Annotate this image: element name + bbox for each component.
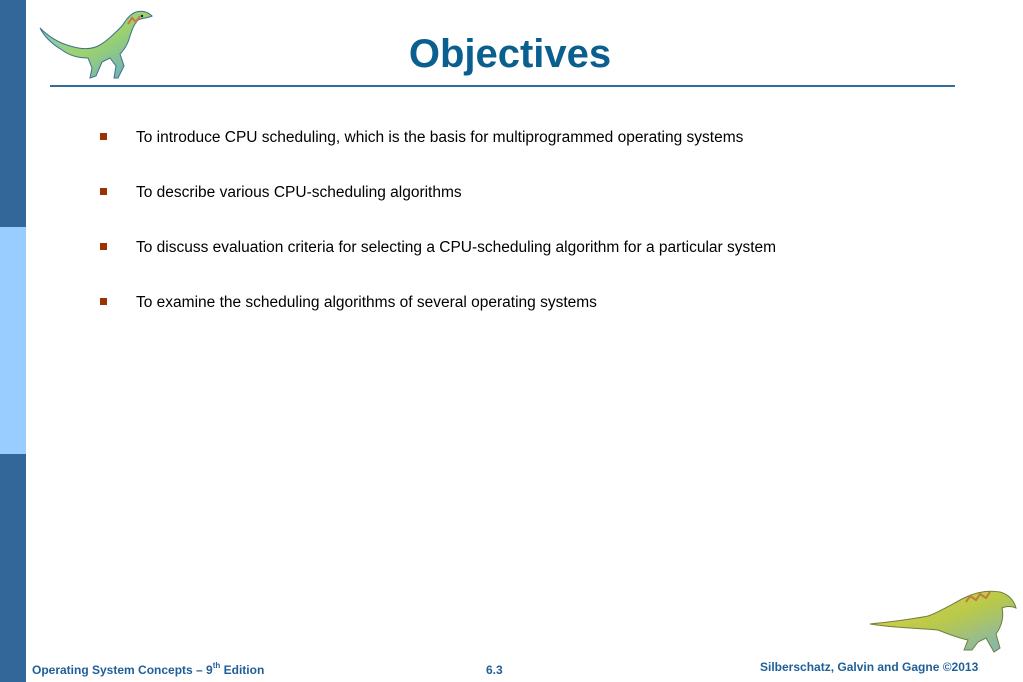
footer-authors: Silberschatz, Galvin and Gagne ©2013 <box>760 660 979 674</box>
bullet-text: To describe various CPU-scheduling algorithms <box>136 184 462 201</box>
bullet-list <box>100 126 1000 346</box>
page-number: 6.3 <box>486 663 503 677</box>
square-bullet-icon <box>100 243 107 250</box>
footer-edition-superscript: th <box>212 661 221 670</box>
square-bullet-icon <box>100 188 107 195</box>
title-divider <box>50 85 955 87</box>
bullet-text: To introduce CPU scheduling, which is the basis for multiprogrammed operating systems <box>136 129 744 146</box>
dinosaur-icon <box>36 6 158 84</box>
left-accent-bar <box>0 0 26 682</box>
list-item <box>100 181 1000 236</box>
left-bar-middle-segment <box>0 227 26 454</box>
slide-title: Objectives <box>408 32 612 76</box>
bullet-text: To discuss evaluation criteria for selecting a CPU-scheduling algorithm for a particular system <box>136 239 777 256</box>
left-bar-bottom-segment <box>0 454 26 682</box>
square-bullet-icon <box>100 133 107 140</box>
dinosaur-icon <box>868 586 1018 656</box>
list-item <box>100 126 1000 181</box>
left-bar-top-segment <box>0 0 26 227</box>
bullet-text: To examine the scheduling algorithms of several operating systems <box>136 294 597 311</box>
footer-book-title-suffix: Edition <box>220 663 265 677</box>
footer-book-title <box>32 663 264 677</box>
list-item <box>100 291 1000 346</box>
footer-book-title-prefix: Operating System Concepts – 9 <box>32 663 213 677</box>
square-bullet-icon <box>100 298 107 305</box>
list-item <box>100 236 1000 291</box>
